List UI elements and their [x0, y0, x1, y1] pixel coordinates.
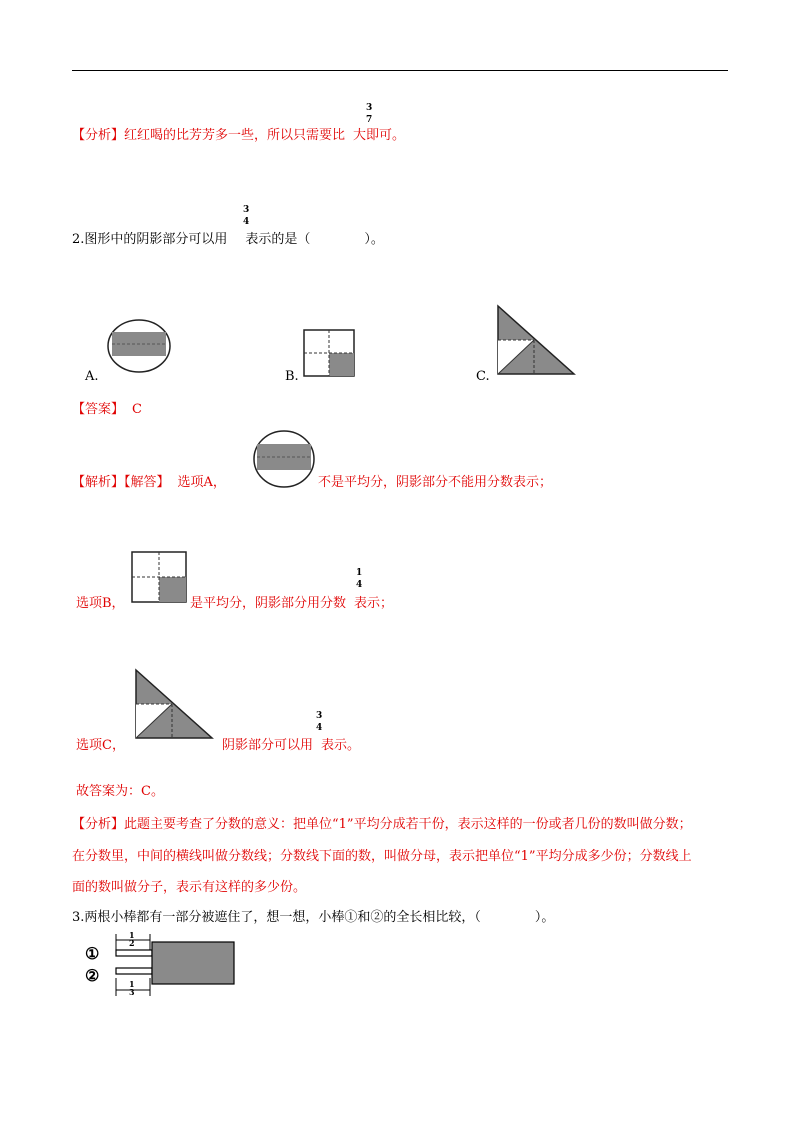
question-3-line — [72, 906, 554, 925]
option-b-square-figure — [302, 328, 356, 378]
solution-a-circle-figure — [252, 424, 316, 494]
solution-a-text-after: 不是平均分，阴影部分不能用分数表示； — [318, 475, 553, 490]
solution-tag: 【解析】【解答】 — [72, 475, 170, 490]
fraction-numerator: 3 — [243, 205, 250, 215]
analysis-1-line — [72, 124, 405, 143]
option-c-triangle-figure — [492, 302, 576, 376]
solution-a-text-before: 选项A， — [177, 475, 226, 490]
fraction-denominator: 7 — [366, 115, 373, 125]
solution-c-line — [222, 734, 360, 753]
analysis-2-line-2: 在分数里，中间的横线叫做分数线；分数线下面的数，叫做分母，表示把单位“1”平均分成多少份；分数线上 — [72, 849, 692, 864]
fraction-numerator: 1 — [129, 979, 135, 989]
hidden-sticks-figure — [108, 930, 238, 1002]
fraction-denominator: 3 — [129, 987, 135, 997]
question-2-fraction — [243, 206, 249, 227]
solution-c-text-mid: 阴影部分可以用 — [222, 738, 314, 753]
solution-c-text-before: 选项C， — [76, 738, 125, 753]
analysis-2-line-1 — [72, 813, 692, 832]
solution-a-line — [72, 471, 226, 490]
option-a-circle-figure — [106, 318, 172, 374]
solution-b-text-mid: 是平均分，阴影部分用分数 — [190, 596, 347, 611]
analysis-2-text-1: 此题主要考查了分数的意义：把单位“1”平均分成若干份，表示这样的一份或者几份的数叫做分数； — [124, 817, 692, 832]
fraction-denominator: 4 — [316, 723, 323, 733]
answer-2-line — [72, 398, 142, 417]
solution-conclusion: 故答案为：C。 — [76, 784, 164, 799]
answer-2-value: C — [132, 402, 142, 417]
stick-1-label: ① — [85, 944, 100, 963]
stick-2-label: ② — [85, 966, 100, 985]
analysis-1-tag: 【分析】 — [72, 128, 125, 143]
solution-b-text-before: 选项B， — [76, 596, 125, 611]
solution-b-square-figure — [130, 550, 188, 604]
option-c-label: C. — [476, 369, 490, 384]
question-2-text-end: ）。 — [364, 232, 384, 247]
solution-b-fraction — [356, 569, 362, 590]
solution-b-text-after: 表示； — [354, 596, 394, 611]
option-a-label: A. — [85, 369, 99, 384]
solution-c-text-after: 表示。 — [321, 738, 361, 753]
question-2-line — [72, 228, 384, 247]
fraction-denominator: 4 — [356, 580, 363, 590]
question-3-text: 3.两根小棒都有一部分被遮住了，想一想，小棒①和②的全长相比较，（ — [72, 910, 481, 925]
fraction-numerator: 1 — [356, 568, 363, 578]
fraction-denominator: 2 — [129, 938, 135, 948]
stick-1-fraction — [129, 931, 135, 947]
fraction-numerator: 3 — [366, 103, 373, 113]
question-2-text-before: 2.图形中的阴影部分可以用 — [72, 232, 228, 247]
analysis-1-text-before: 红红喝的比芳芳多一些，所以只需要比 — [124, 128, 346, 143]
solution-c-triangle-figure — [130, 666, 214, 742]
stick-2-fraction — [129, 980, 135, 996]
analysis-2-line-3: 面的数叫做分子，表示有这样的多少份。 — [72, 880, 307, 895]
header-rule — [72, 70, 728, 71]
solution-b-line — [190, 592, 393, 611]
analysis-1-fraction — [366, 104, 372, 125]
fraction-numerator: 1 — [129, 930, 135, 940]
option-b-label: B. — [285, 369, 299, 384]
fraction-denominator: 4 — [243, 217, 250, 227]
solution-c-fraction — [316, 712, 322, 733]
question-3-text-end: ）。 — [534, 910, 555, 925]
analysis-2-tag: 【分析】 — [72, 817, 125, 832]
fraction-numerator: 3 — [316, 711, 323, 721]
question-2-text-after: 表示的是（ — [245, 232, 311, 247]
answer-2-tag: 【答案】 — [72, 402, 125, 417]
analysis-1-text-after: 大即可。 — [353, 128, 406, 143]
